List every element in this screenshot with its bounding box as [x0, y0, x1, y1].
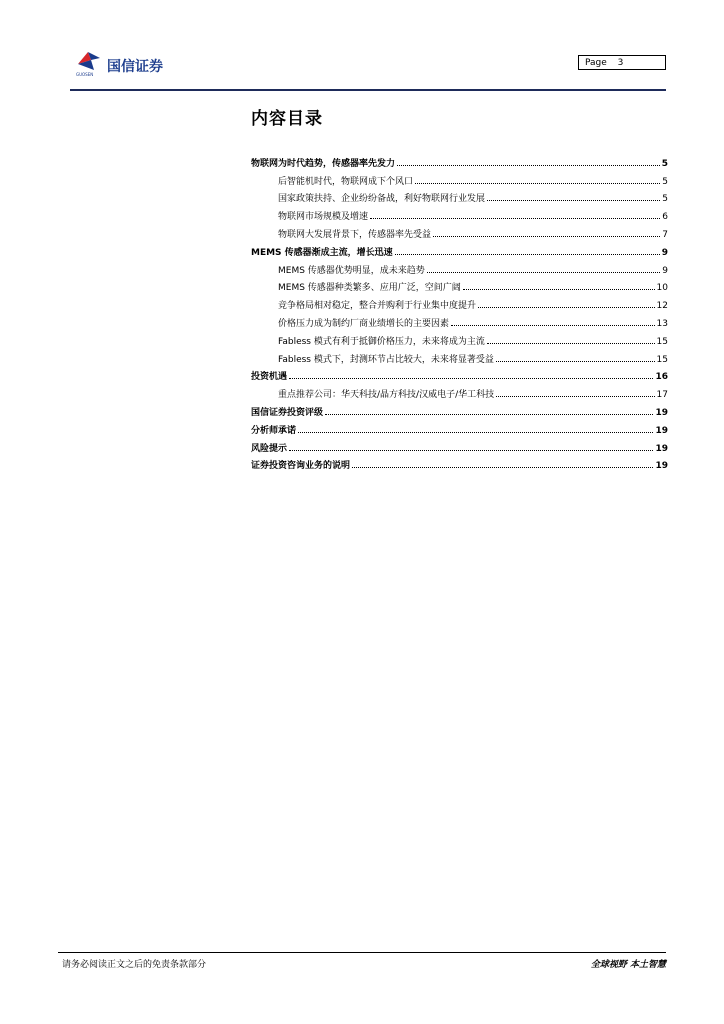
toc-entry-page: 5 — [661, 158, 668, 169]
toc-leader-dots — [496, 395, 654, 397]
brand-name: 国信证券 — [107, 59, 163, 75]
toc-entry-text: 风险提示 — [251, 443, 288, 454]
toc-leader-dots — [289, 449, 653, 451]
toc-entry-text: MEMS 传感器种类繁多、应用广泛，空间广阔 — [278, 283, 461, 294]
toc-entry-page: 19 — [655, 407, 668, 418]
toc-entry-page: 19 — [655, 425, 668, 436]
toc-entry-text: MEMS 传感器优势明显，成未来趋势 — [278, 265, 425, 276]
toc-leader-dots — [289, 377, 653, 379]
toc-entry-page: 5 — [662, 194, 668, 205]
toc-entry-page: 12 — [656, 301, 668, 312]
toc-leader-dots — [415, 182, 660, 184]
toc-leader-dots — [298, 431, 653, 433]
toc-entry[interactable] — [251, 240, 668, 258]
header-rule — [70, 89, 666, 91]
toc-entry-text: 证券投资咨询业务的说明 — [251, 461, 351, 472]
toc-entry-page: 16 — [655, 372, 668, 383]
toc-entry-page: 9 — [662, 265, 668, 276]
toc-entry-text: MEMS 传感器渐成主流，增长迅速 — [251, 247, 393, 258]
toc-entry[interactable] — [251, 187, 668, 205]
toc-entry-text: 物联网大发展背景下，传感器率先受益 — [278, 229, 432, 240]
brand-logo — [74, 50, 194, 82]
toc-leader-dots — [451, 324, 655, 326]
footer-rule — [58, 952, 666, 953]
toc-leader-dots — [496, 360, 655, 362]
toc-entry[interactable] — [251, 169, 668, 187]
toc-title: 内容目录 — [251, 109, 323, 129]
toc-entry[interactable] — [251, 347, 668, 365]
footer-slogan: 全球视野 本土智慧 — [590, 960, 666, 970]
toc-entry[interactable] — [251, 418, 668, 436]
toc-leader-dots — [487, 199, 660, 201]
toc-entry-page: 9 — [661, 247, 668, 258]
toc-leader-dots — [433, 235, 660, 237]
toc-leader-dots — [352, 466, 653, 468]
toc-leader-dots — [427, 271, 660, 273]
toc-entry-text: 价格压力成为制约厂商业绩增长的主要因素 — [278, 318, 450, 329]
toc-leader-dots — [487, 342, 655, 344]
toc-entry[interactable] — [251, 151, 668, 169]
toc-entry-page: 19 — [655, 443, 668, 454]
toc-entry-text: 国信证券投资评级 — [251, 407, 324, 418]
toc-entry-page: 19 — [655, 461, 668, 472]
brand-sub: GUOSEN — [76, 72, 94, 77]
toc-entry-text: 物联网市场规模及增速 — [278, 212, 369, 223]
guosen-logo-icon — [74, 50, 104, 72]
toc-entry-text: 分析师承诺 — [251, 425, 297, 436]
toc-entry-page: 5 — [662, 176, 668, 187]
toc-entry-text: 投资机遇 — [251, 372, 288, 383]
toc-entry[interactable] — [251, 329, 668, 347]
toc-entry-page: 15 — [656, 354, 668, 365]
page-number: 3 — [617, 58, 624, 68]
toc-leader-dots — [397, 164, 660, 166]
toc-entry-text: 后智能机时代，物联网成下个风口 — [278, 176, 414, 187]
toc-entry[interactable] — [251, 311, 668, 329]
page-label: Page — [585, 58, 607, 68]
toc-leader-dots — [478, 306, 655, 308]
toc-entry[interactable] — [251, 365, 668, 383]
toc-entry-page: 13 — [656, 318, 668, 329]
toc-entry-text: 国家政策扶持、企业纷纷备战，利好物联网行业发展 — [278, 194, 486, 205]
toc-leader-dots — [370, 217, 660, 219]
toc-entry[interactable] — [251, 258, 668, 276]
toc-leader-dots — [463, 288, 655, 290]
toc-entry[interactable] — [251, 222, 668, 240]
toc-leader-dots — [395, 253, 660, 255]
toc-entry[interactable] — [251, 293, 668, 311]
table-of-contents — [251, 151, 668, 471]
toc-entry[interactable] — [251, 436, 668, 454]
page-indicator — [578, 55, 666, 70]
toc-entry-page: 15 — [656, 336, 668, 347]
toc-entry[interactable] — [251, 400, 668, 418]
toc-entry-text: Fabless 模式下，封测环节占比较大，未来将显著受益 — [278, 354, 494, 365]
toc-entry[interactable] — [251, 276, 668, 294]
toc-entry-page: 6 — [662, 212, 668, 223]
toc-entry-page: 17 — [656, 390, 668, 401]
toc-entry-text: Fabless 模式有利于抵御价格压力，未来将成为主流 — [278, 336, 485, 347]
toc-entry[interactable] — [251, 454, 668, 472]
footer-disclaimer: 请务必阅读正文之后的免责条款部分 — [62, 960, 207, 970]
toc-entry-text: 物联网为时代趋势，传感器率先发力 — [251, 158, 396, 169]
toc-entry-text: 重点推荐公司：华天科技/晶方科技/汉威电子/华工科技 — [278, 390, 495, 401]
toc-entry-text: 竞争格局相对稳定，整合并购利于行业集中度提升 — [278, 301, 477, 312]
toc-entry[interactable] — [251, 382, 668, 400]
toc-entry-page: 7 — [662, 229, 668, 240]
toc-leader-dots — [325, 413, 653, 415]
toc-entry-page: 10 — [656, 283, 668, 294]
toc-entry[interactable] — [251, 204, 668, 222]
